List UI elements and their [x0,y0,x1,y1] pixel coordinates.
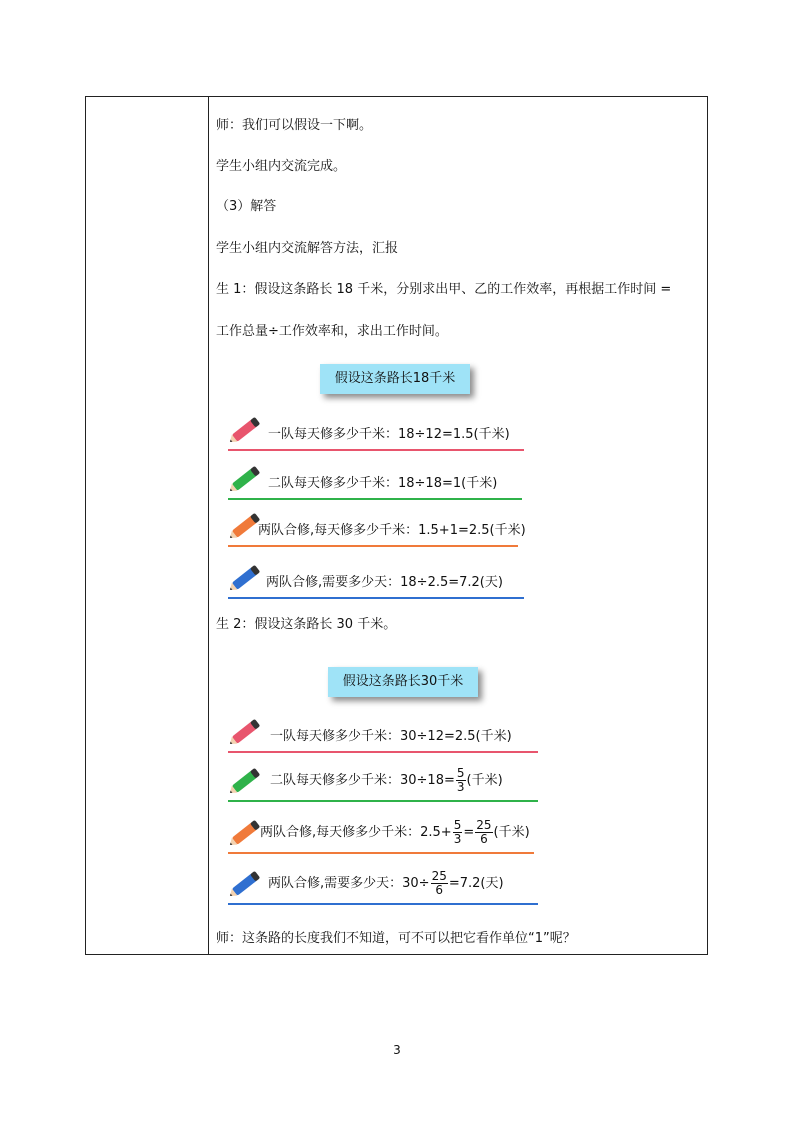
case2-item-3-text [260,819,530,846]
text-line-student1-b: 工作总量÷工作效率和，求出工作时间。 [216,324,448,339]
case1-item-1-text: 一队每天修多少千米：18÷12=1.5(千米) [268,427,510,442]
case1-item-3-text: 两队合修,每天修多少千米：1.5+1=2.5(千米) [258,523,526,538]
denominator: 3 [453,832,462,846]
case2-item-4-text [268,870,504,897]
equals-sign: = [463,825,475,840]
case1-item-1-underline [228,449,524,451]
case2-item-2 [226,766,546,796]
denominator: 6 [435,883,444,897]
banner-case-30: 假设这条路长30千米 [328,667,478,697]
case1-item-2-text: 二队每天修多少千米：18÷18=1(千米) [268,476,498,491]
text-line-student2: 生 2：假设这条路长 30 千米。 [216,617,397,632]
lesson-table [85,96,708,955]
text-line-teacher-2: 师：这条路的长度我们不知道，可不可以把它看作单位“1”呢？ [216,931,576,946]
case2-item-4-pre: 两队合修,需要多少天：30÷ [268,876,430,891]
content-cell [216,97,707,954]
fraction [456,767,466,794]
case2-item-3-post: (千米) [493,825,530,840]
fraction [475,819,492,846]
case2-item-4-underline [228,903,538,905]
numerator: 25 [476,818,492,832]
case2-item-3 [226,818,546,848]
case2-item-2-underline [228,800,538,802]
case1-item-4-underline [228,597,524,599]
case2-item-3-pre: 两队合修,每天修多少千米：2.5+ [260,825,452,840]
case1-item-1 [226,419,526,445]
text-line-student1-a: 生 1：假设这条路长 18 千米，分别求出甲、乙的工作效率，再根据工作时间 = [216,282,672,297]
denominator: 3 [456,780,465,794]
numerator: 5 [456,766,465,780]
pencil-icon [226,766,266,796]
case2-item-3-underline [228,852,534,854]
denominator: 6 [480,832,488,846]
case1-item-4-text: 两队合修,需要多少天：18÷2.5=7.2(天) [266,575,503,590]
case1-item-3-underline [228,545,518,547]
case1-item-3 [226,515,526,541]
pencil-icon [226,415,266,445]
case1-item-2-underline [228,498,522,500]
numerator: 25 [431,869,447,883]
case2-item-2-pre: 二队每天修多少千米：30÷18= [270,773,455,788]
text-line-students-1: 学生小组内交流完成。 [216,159,347,174]
case2-item-2-post: (千米) [466,773,503,788]
pencil-icon [226,717,266,747]
text-line-answer-heading: （3）解答 [216,199,277,214]
banner-case-18: 假设这条路长18千米 [320,364,470,394]
case2-item-4-post: =7.2(天) [448,876,504,891]
column-divider [208,97,209,954]
case2-item-1-underline [228,751,538,753]
fraction [431,870,448,897]
case2-item-4 [226,869,546,899]
fraction [453,819,463,846]
pencil-icon [226,563,266,593]
case2-item-2-text [270,767,503,794]
text-line-students-2: 学生小组内交流解答方法，汇报 [216,241,399,256]
pencil-icon [226,869,266,899]
case1-item-2 [226,468,526,494]
page-number: 3 [393,1043,401,1057]
case2-item-1-text: 一队每天修多少千米：30÷12=2.5(千米) [270,729,512,744]
case1-item-4 [226,567,526,593]
numerator: 5 [453,818,462,832]
case2-item-1 [226,721,546,747]
text-line-teacher-1: 师：我们可以假设一下啊。 [216,118,373,133]
pencil-icon [226,464,266,494]
